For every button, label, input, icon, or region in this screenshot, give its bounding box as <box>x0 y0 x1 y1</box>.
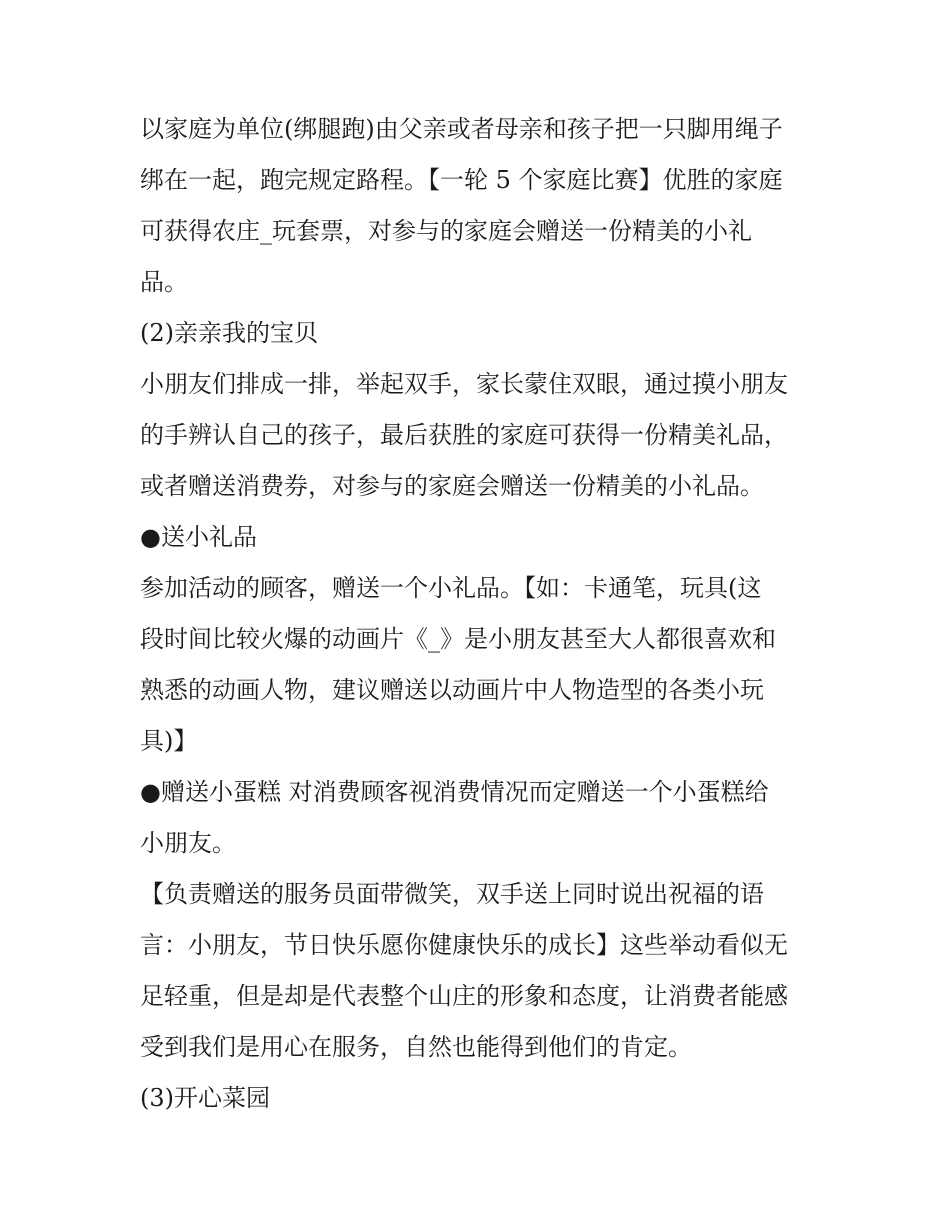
text-line: 受到我们是用心在服务，自然也能得到他们的肯定。 <box>140 1033 692 1061</box>
bullet-heading: ●赠送小蛋糕 对消费顾客视消费情况而定赠送一个小蛋糕给 <box>140 778 769 806</box>
text-line: 具)】 <box>140 727 198 755</box>
text-line: 熟悉的动画人物，建议赠送以动画片中人物造型的各类小玩 <box>140 676 764 704</box>
document-body <box>140 104 820 1124</box>
text-line: 绑在一起，跑完规定路程。【一轮 5 个家庭比赛】优胜的家庭 <box>140 166 783 194</box>
text-line: 的手辨认自己的孩子，最后获胜的家庭可获得一份精美礼品， <box>140 421 788 449</box>
section-heading: (3)开心菜园 <box>140 1084 270 1112</box>
bullet-heading: ●送小礼品 <box>140 523 257 551</box>
text-line: 参加活动的顾客，赠送一个小礼品。【如：卡通笔，玩具(这 <box>140 574 762 602</box>
text-line: 段时间比较火爆的动画片《_》是小朋友甚至大人都很喜欢和 <box>140 625 776 653</box>
text-line: 品。 <box>140 268 188 296</box>
text-line: 【负责赠送的服务员面带微笑，双手送上同时说出祝福的语 <box>140 880 764 908</box>
text-line: 可获得农庄_玩套票，对参与的家庭会赠送一份精美的小礼 <box>140 217 752 245</box>
text-line: 小朋友们排成一排，举起双手，家长蒙住双眼，通过摸小朋友 <box>140 370 788 398</box>
text-line: 言：小朋友，节日快乐愿你健康快乐的成长】这些举动看似无 <box>140 931 788 959</box>
text-line: 足轻重，但是却是代表整个山庄的形象和态度，让消费者能感 <box>140 982 788 1010</box>
text-line: 以家庭为单位(绑腿跑)由父亲或者母亲和孩子把一只脚用绳子 <box>140 115 783 143</box>
text-line: 或者赠送消费券，对参与的家庭会赠送一份精美的小礼品。 <box>140 472 764 500</box>
text-line: 小朋友。 <box>140 829 236 857</box>
section-heading: (2)亲亲我的宝贝 <box>140 319 318 347</box>
